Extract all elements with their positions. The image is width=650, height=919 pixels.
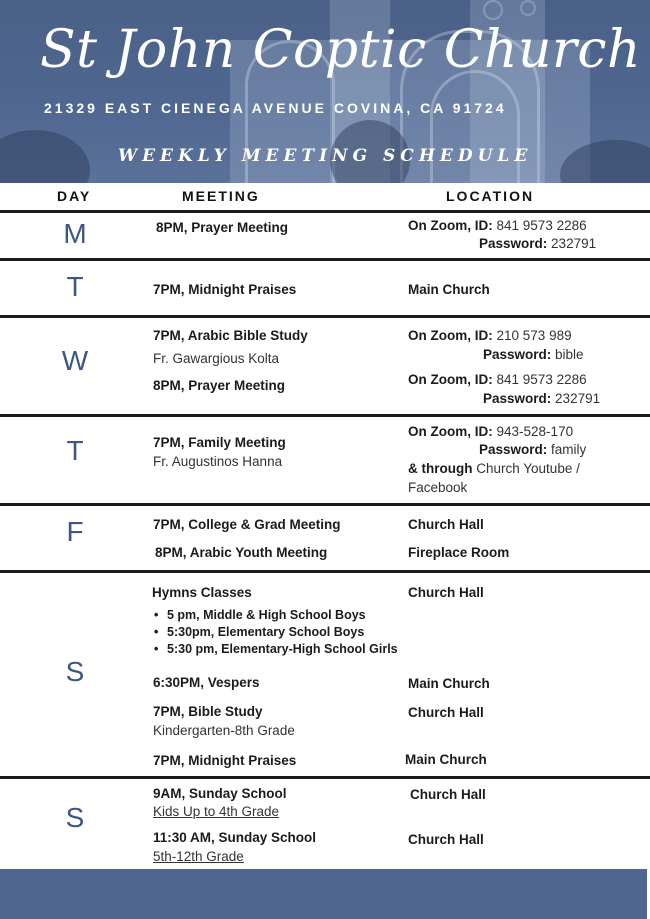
location: Main Church [408,676,490,691]
location-zoom [408,218,587,233]
location-zoom [408,424,573,439]
location-password [483,391,600,406]
meeting-title: 7PM, College & Grad Meeting [153,517,341,532]
zoom-id-label: On Zoom, ID: [408,328,493,343]
location-password [479,236,596,251]
meeting-audience-link[interactable]: Kids Up to 4th Grade [153,804,280,819]
tree-silhouette [0,130,90,183]
meeting-title: 7PM, Family Meeting [153,435,286,450]
meeting-title: 7PM, Midnight Praises [153,753,297,768]
location: Fireplace Room [408,545,510,560]
meeting-title: 7PM, Midnight Praises [153,282,297,297]
meeting-audience-link[interactable]: 5th-12th Grade [153,849,244,864]
meeting-title: 9AM, Sunday School [153,786,287,801]
facebook-link[interactable]: Facebook [408,480,468,495]
location: Main Church [405,752,487,767]
divider [0,776,650,779]
church-window [483,0,503,20]
divider [0,258,650,261]
meeting-title: 11:30 AM, Sunday School [153,830,317,845]
location: Church Hall [408,517,484,532]
hymns-class-item: • 5:30 pm, Elementary-High School Girls [152,641,398,658]
zoom-id-label: On Zoom, ID: [408,218,493,233]
column-header-location: LOCATION [446,188,535,204]
meeting-title: 7PM, Bible Study [153,704,263,719]
divider [0,210,650,213]
day-letter: W [61,345,89,376]
church-address: 21329 EAST CIENEGA AVENUE COVINA, CA 91724 [44,100,507,116]
day-letter: T [66,271,84,302]
divider [0,315,650,318]
church-title: St John Coptic Church [40,20,642,80]
day-letter: F [66,516,84,547]
column-header-meeting: MEETING [182,188,260,204]
location: Church Hall [408,832,484,847]
zoom-id: 210 573 989 [496,328,572,343]
location-password [483,347,584,362]
location: Main Church [408,282,490,297]
header-banner [0,0,650,183]
meeting-title: 6:30PM, Vespers [153,675,260,690]
password-value: family [551,442,587,457]
hymns-class-item: • 5:30pm, Elementary School Boys [152,624,398,641]
zoom-id-label: On Zoom, ID: [408,424,493,439]
password-label: Password: [479,236,548,251]
location-zoom [408,328,572,343]
through-label: & through [408,461,473,476]
meeting-leader: Fr. Augustinos Hanna [153,454,283,469]
meeting-title: 8PM, Prayer Meeting [156,220,289,235]
location-livestream [408,461,580,476]
password-value: bible [555,347,584,362]
divider [0,570,650,573]
divider [0,414,650,417]
zoom-id: 841 9573 2286 [496,218,587,233]
day-letter: T [66,435,84,466]
youtube-link[interactable]: Church Youtube / [476,461,580,476]
meeting-title: 8PM, Prayer Meeting [153,378,286,393]
location: Church Hall [408,585,484,600]
password-value: 232791 [555,391,601,406]
schedule-subtitle: WEEKLY MEETING SCHEDULE [118,146,533,166]
day-letter: S [65,802,85,833]
zoom-id-label: On Zoom, ID: [408,372,493,387]
meeting-title: Hymns Classes [152,585,252,600]
zoom-id: 943-528-170 [496,424,574,439]
meeting-title: 7PM, Arabic Bible Study [153,328,308,343]
day-letter: M [63,218,87,249]
footer-bar [0,869,647,919]
column-header-day: DAY [57,188,92,204]
password-label: Password: [483,391,552,406]
password-label: Password: [479,442,548,457]
password-value: 232791 [551,236,597,251]
location-password [479,442,586,457]
location: Church Hall [408,705,484,720]
divider [0,503,650,506]
meeting-leader: Fr. Gawargious Kolta [153,351,280,366]
day-letter: S [65,656,85,687]
location: Church Hall [410,787,486,802]
hymns-class-list [152,607,398,658]
church-window [520,0,536,16]
password-label: Password: [483,347,552,362]
meeting-audience: Kindergarten-8th Grade [153,723,295,738]
location-zoom [408,372,587,387]
meeting-title: 8PM, Arabic Youth Meeting [155,545,328,560]
hymns-class-item: • 5 pm, Middle & High School Boys [152,607,398,624]
zoom-id: 841 9573 2286 [496,372,587,387]
